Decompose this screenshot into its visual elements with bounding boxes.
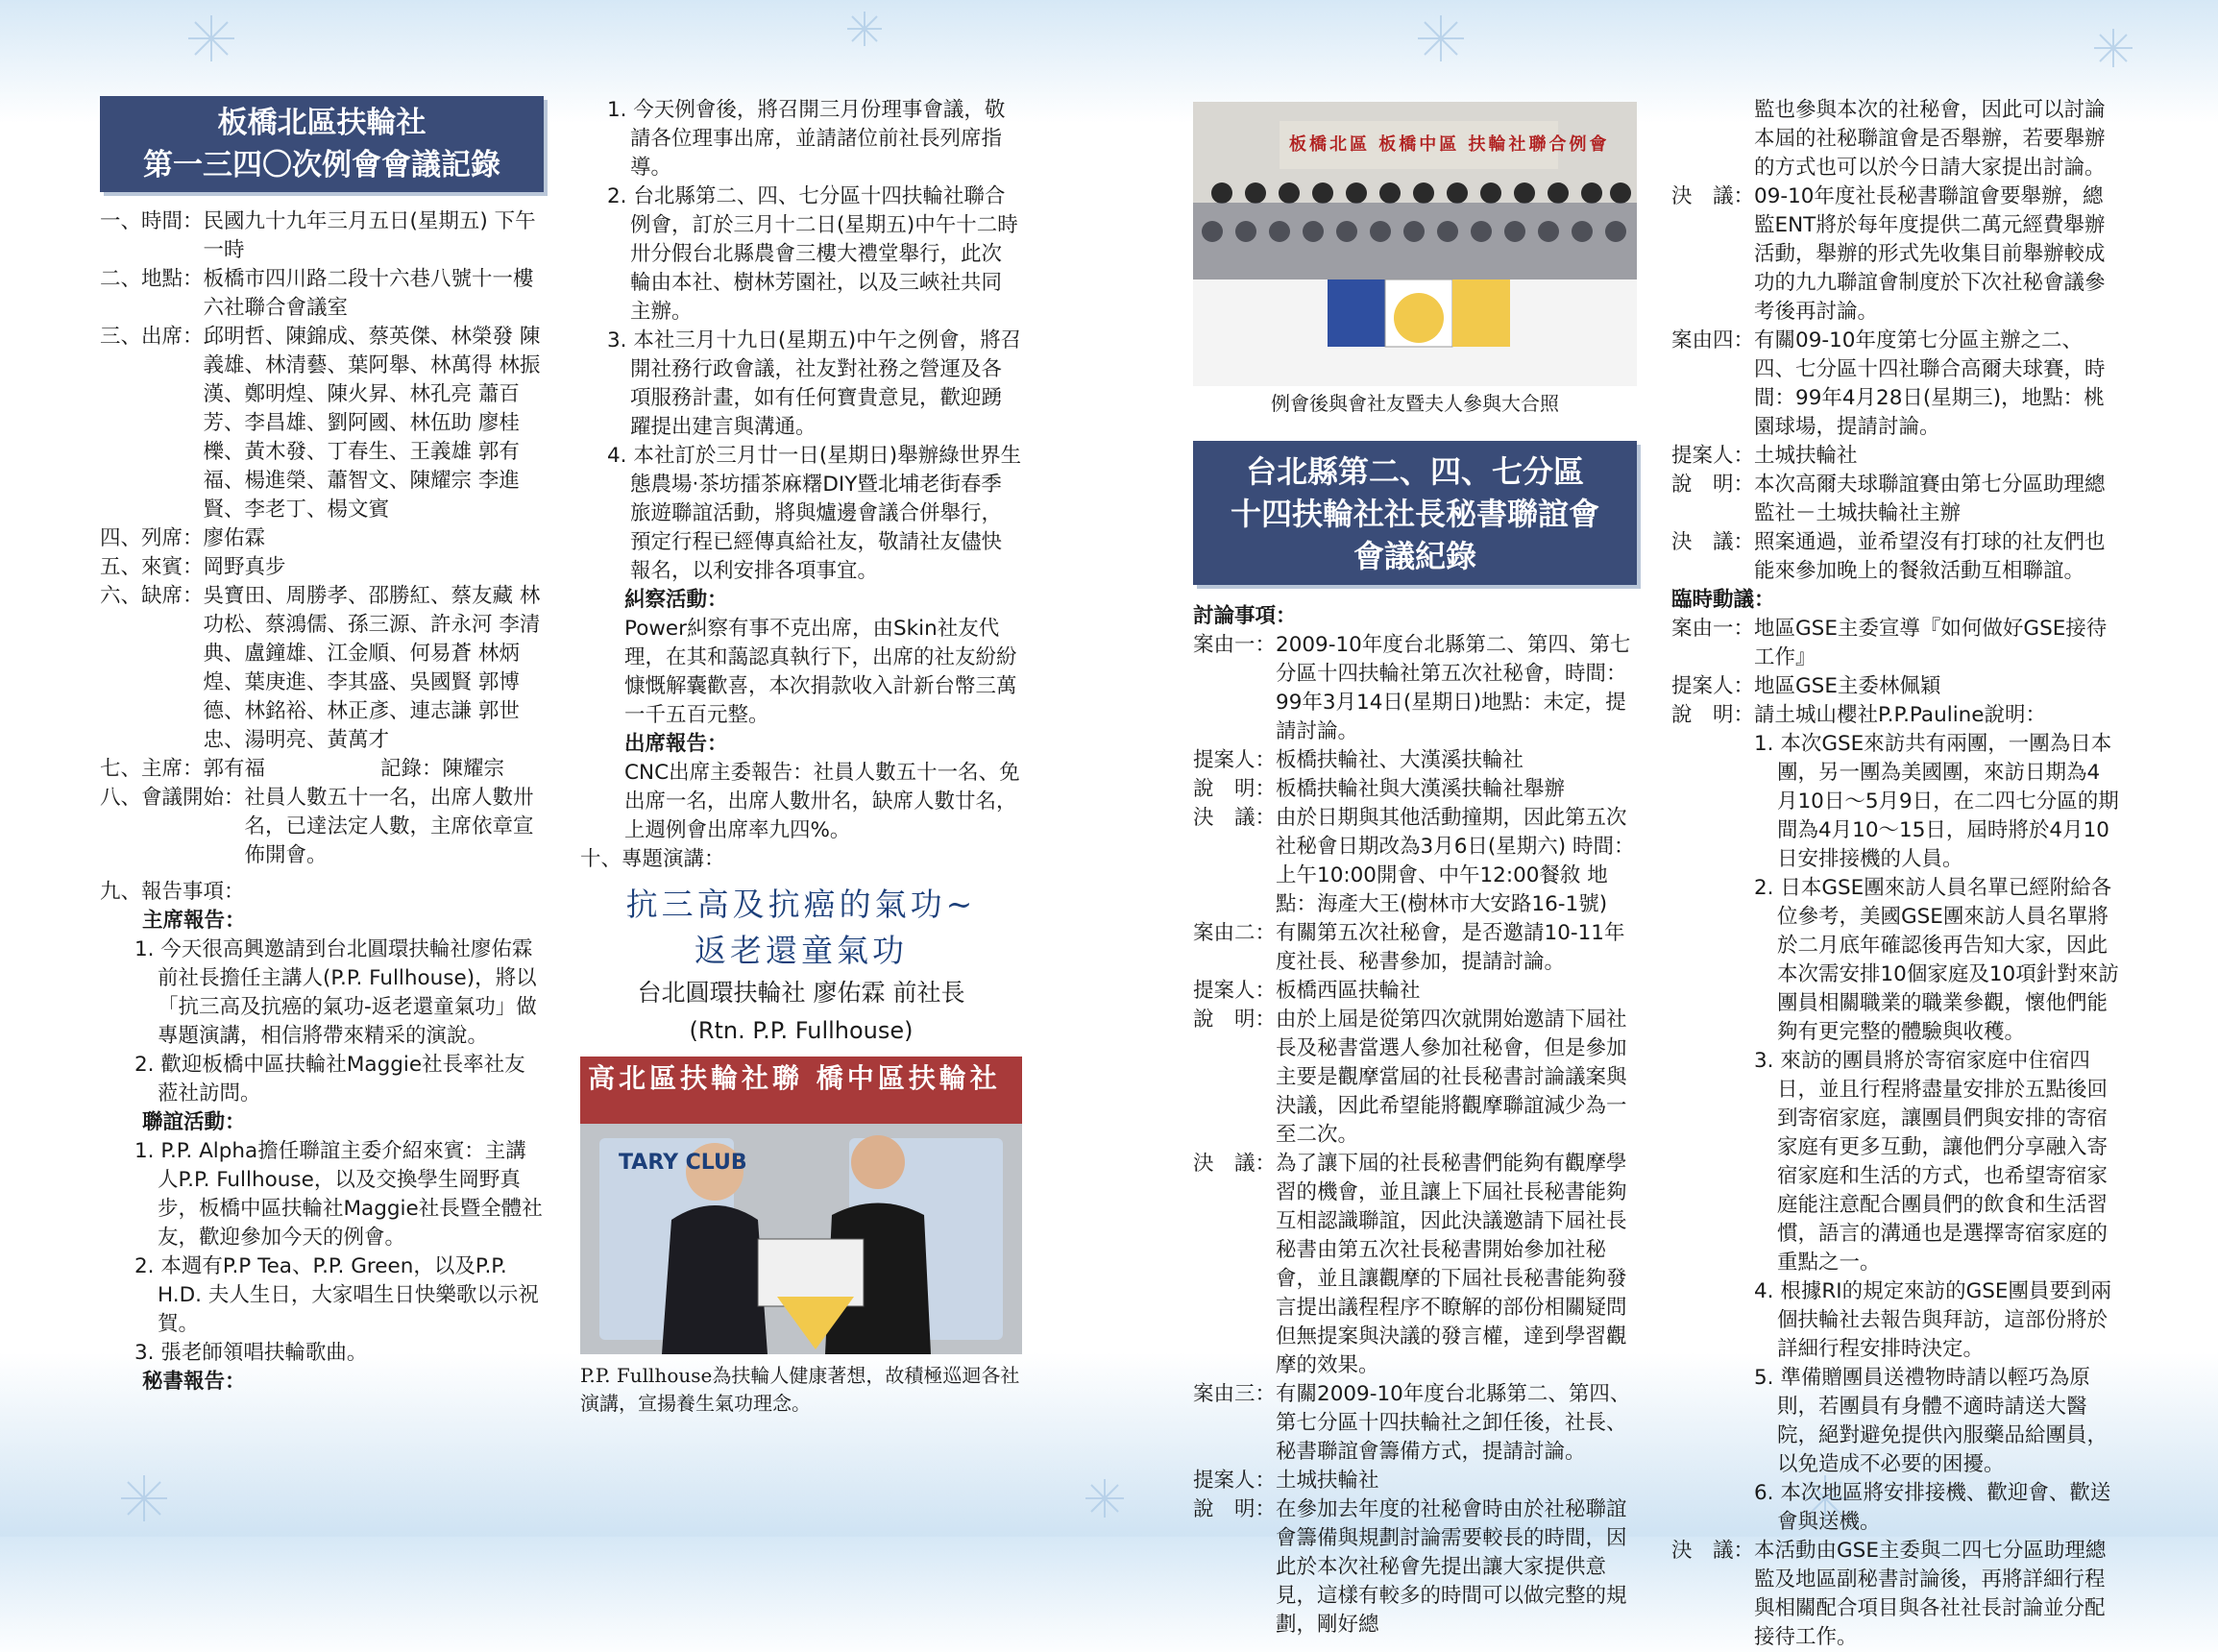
secretary-item-4: 4. 本社訂於三月廿一日(星期日)舉辦綠世界生態農場‧茶坊擂茶麻糬DIY暨北埔老街春季旅遊聯誼活動，將與爐邊會議合併舉行，預定行程已經傳真給社友，敬請社友儘快報名，以利安排各項事宜。: [607, 444, 1022, 583]
attendance-text: CNC出席主委報告：社員人數五十一名、免出席一名，出席人數卅名，缺席人數廿名，上週例會出席率九四%。: [624, 761, 1020, 842]
title-line-1: 板橋北區扶輪社: [217, 106, 427, 140]
gse-point-6: 6. 本次地區將安排接機、歡迎會、歡送會與送機。: [1754, 1481, 2111, 1534]
item-chair: 七、主席： 郭有福 記錄：陳耀宗: [100, 757, 505, 781]
extempore-proposer: 提案人： 地區GSE主委林佩穎: [1671, 674, 1941, 698]
item-present: 三、出席： 邱明哲、陳錦成、蔡英傑、林榮發 陳義雄、林清藝、葉阿舉、林萬得 林振漢、鄭明煌、陳火昇、林孔亮 蕭百芳、李昌雄、劉阿國、林伍助 廖桂櫟、黃木發、丁春生、王義雄 郭有福、楊進榮、蕭智文、陳耀宗 李進賢、李老丁、楊文賓: [100, 325, 541, 522]
motion-3-explain: 說 明： 在參加去年度的社秘會時由於社秘聯誼會籌備與規劃討論需要較長的時間，因此於本次社秘會先提出讓大家提供意見，這樣有較多的時間可以做完整的規劃，剛好總: [1193, 1497, 1627, 1637]
meeting-title-line-3: 會議紀錄: [1353, 538, 1476, 574]
motion-2-resolution: 決 議： 為了讓下屆的社長秘書們能夠有觀摩學習的機會，並且讓上下屆社長秘書能夠互相認識聯誼，因此決議邀請下屆社長秘書由第五次社長秘書開始參加社秘會，並且讓觀摩的下屆社長秘書能夠發言提出議程程序不瞭解的部份相關疑問但無提案與決議的發言權，達到學習觀摩的效果。: [1193, 1152, 1627, 1377]
speaker-photo-image: [580, 1057, 1022, 1354]
attendance-heading: 出席報告：: [624, 732, 728, 756]
discussion-entries: [1193, 631, 1637, 1640]
speaker-en: (Rtn. P.P. Fullhouse): [689, 1017, 914, 1044]
recorder-label: 記錄：: [380, 757, 443, 781]
item-guest: 五、來賓： 岡野真步: [100, 555, 286, 579]
motion-4: 案由四： 有關09-10年度第七分區主辦之二、四、七分區十四社聯合高爾夫球賽，時間：99年4月28日(星期三)，地點：桃園球場，提請討論。: [1671, 328, 2106, 439]
title-line-2: 第一三四〇次例會會議記錄: [143, 148, 500, 182]
extempore-explain: 說 明： 請土城山櫻社P.P.Pauline說明：: [1671, 703, 2047, 727]
item-time: 一、時間： 民國九十九年三月五日(星期五) 下午一時: [100, 209, 536, 262]
motion-3-proposer: 提案人： 土城扶輪社: [1193, 1469, 1379, 1493]
group-photo-banner: 板橋北區 板橋中區 扶輪社聯合例會: [1289, 134, 1610, 155]
talk-title-2: 返老還童氣功: [695, 932, 908, 969]
discussion-heading: 討論事項：: [1193, 604, 1297, 628]
fellowship-heading: 聯誼活動：: [142, 1110, 246, 1134]
fellowship-3: 3. 張老師領唱扶輪歌曲。: [134, 1341, 368, 1365]
group-photo-caption: 例會後與會社友暨夫人參與大合照: [1271, 392, 1559, 415]
inspect-text: Power糾察有事不克出席，由Skin社友代理，在其和藹認真執行下，出席的社友紛紛慷慨解囊歡喜，本次捐款收入計新台幣三萬一千五百元整。: [624, 617, 1017, 727]
chair-report-1: 1. 今天很高興邀請到台北圓環扶輪社廖佑霖前社長擔任主講人(P.P. Fullhouse)，將以「抗三高及抗癌的氣功-返老還童氣功」做專題演講，相信將帶來精采的演說。: [134, 937, 537, 1048]
speaker-photo-caption: P.P. Fullhouse為扶輪人健康著想，故積極巡迴各社演講，宣揚養生氣功理念。: [580, 1364, 1020, 1415]
item-location: 二、地點： 板橋市四川路二段十六巷八號十一樓六社聯合會議室: [100, 267, 534, 320]
extempore-heading: 臨時動議：: [1671, 588, 1775, 612]
extempore-motion-1: 案由一： 地區GSE主委宣導『如何做好GSE接待工作』: [1671, 617, 2108, 669]
motion-4-resolution: 決 議： 照案通過，並希望沒有打球的社友們也能來參加晚上的餐敘活動互相聯誼。: [1671, 530, 2106, 583]
attendance-list: [100, 207, 544, 870]
item-meeting-start: 八、會議開始： 社員人數五十一名，出席人數卅名，已達法定人數，主席依章宣佈開會。: [100, 786, 534, 867]
recorder-name: 陳耀宗: [442, 757, 505, 781]
meeting-title-line-2: 十四扶輪社社長秘書聯誼會: [1230, 496, 1599, 532]
chair-name: 郭有福: [203, 757, 266, 781]
motion-3-resolution: 決 議： 09-10年度社長秘書聯誼會要舉辦，總監ENT將於每年度提供二萬元經費舉辦活動，舉辦的形式先收集目前舉辦較成功的九九聯誼會制度於下次社秘會議參考後再討論。: [1671, 184, 2106, 324]
speaker-photo: [580, 1057, 1022, 1354]
gse-point-5: 5. 準備贈團員送禮物時請以輕巧為原則，若團員有身體不適時請送大醫院，絕對避免提供內服藥品給團員，以免造成不必要的困擾。: [1754, 1366, 2108, 1476]
continuation-text: 監也參與本次的社秘會，因此可以討論本屆的社秘聯誼會是否舉辦，若要舉辦的方式也可以於今日請大家提出討論。: [1754, 98, 2106, 180]
motion-1-explain: 說 明： 板橋扶輪社與大漢溪扶輪社舉辦: [1193, 777, 1566, 801]
third-column: [1193, 102, 1637, 1640]
item-reports-label: 九、報告事項：: [100, 880, 245, 904]
item-absent: 六、缺席： 吳寶田、周勝孝、邵勝紅、蔡友藏 林功松、蔡鴻儒、孫三源、許永河 李清典、盧鐘雄、江金順、何易蒼 林炳煌、葉庚進、李其盛、吳國賢 郭博德、林銘裕、林正彥、連志謙 郭世忠、湯明亮、黃萬才: [100, 584, 541, 752]
photo-club-text: TARY CLUB: [619, 1151, 747, 1175]
motion-2: 案由二： 有關第五次社秘會，是否邀請10-11年度社長、秘書參加，提請討論。: [1193, 921, 1625, 974]
secretary-heading: 秘書報告：: [142, 1370, 246, 1394]
motion-1-resolution: 決 議： 由於日期與其他活動撞期，因此第五次社秘會日期改為3月6日(星期六) 時間：上午10:00開會、中午12:00餐敘 地點：海產大王(樹林市大安路16-1號): [1193, 806, 1635, 916]
secretary-item-2: 2. 台北縣第二、四、七分區十四扶輪社聯合例會，訂於三月十二日(星期五)中午十二時卅分假台北縣農會三樓大禮堂舉行，此次輪由本社、樹林芳園社，以及三峽社共同主辦。: [607, 184, 1018, 324]
gse-point-4: 4. 根據RI的規定來訪的GSE團員要到兩個扶輪社去報告與拜訪，這部份將於詳細行程安排時決定。: [1754, 1279, 2112, 1361]
meeting-title: [100, 96, 544, 192]
fellowship-1: 1. P.P. Alpha擔任聯誼主委介紹來賓：主講人P.P. Fullhouse，以及交換學生岡野真步，板橋中區扶輪社Maggie社長暨全體社友，歡迎參加今天的例會。: [134, 1139, 543, 1250]
motion-1-proposer: 提案人： 板橋扶輪社、大漢溪扶輪社: [1193, 748, 1524, 772]
secretary-item-1: 1. 今天例會後，將召開三月份理事會議，敬請各位理事出席，並請諸位前社長列席指導。: [607, 98, 1006, 180]
secretary-meeting-title: [1193, 441, 1637, 585]
item-observer: 四、列席： 廖佑霖: [100, 526, 266, 550]
item-talk-label: 十、專題演講：: [580, 847, 725, 871]
motion-1: 案由一： 2009-10年度台北縣第二、第四、第七分區十四扶輪社第五次社秘會，時間：99年3月14日(星期日)地點：未定，提請討論。: [1193, 633, 1631, 743]
secretary-item-3: 3. 本社三月十九日(星期五)中午之例會，將召開社務行政會議，社友對社務之營運及各項服務計畫，如有任何寶貴意見，歡迎踴躍提出建言與溝通。: [607, 328, 1022, 439]
speaker-name: 台北圓環扶輪社 廖佑霖 前社長: [637, 979, 965, 1007]
motion-4-explain: 說 明： 本次高爾夫球聯誼賽由第七分區助理總監社－土城扶輪社主辦: [1671, 473, 2106, 525]
gse-point-3: 3. 來訪的團員將於寄宿家庭中住宿四日，並且行程將盡量安排於五點後回到寄宿家庭，讓團員們與安排的寄宿家庭有更多互動，讓他們分享融入寄宿家庭和生活的方式，也希望寄宿家庭能注意配合團員們的飲食和生活習慣，語言的溝通也是選擇寄宿家庭的重點之一。: [1754, 1049, 2108, 1275]
chair-report-2: 2. 歡迎板橋中區扶輪社Maggie社長率社友蒞社訪問。: [134, 1053, 525, 1105]
gse-point-1: 1. 本次GSE來訪共有兩團，一團為日本團，另一團為美國團，來訪日期為4月10日～5月9日，在二四七分區的期間為4月10～15日，屆時將於4月10日安排接機的人員。: [1754, 732, 2119, 871]
group-photo: [1193, 102, 1637, 386]
second-column: [580, 96, 1022, 1418]
inspect-heading: 糾察活動：: [624, 588, 728, 612]
gse-point-2: 2. 日本GSE團來訪人員名單已經附給各位參考，美國GSE團來訪人員名單將於二月底年確認後再告知大家，因此本次需安排10個家庭及10項針對來訪團員相關職業的職業參觀，懷他們能夠有更完整的體驗與收穫。: [1754, 876, 2119, 1044]
fourth-column: [1671, 96, 2119, 1652]
fellowship-2: 2. 本週有P.P Tea、P.P. Green，以及P.P. H.D. 夫人生日，大家唱生日快樂歌以示祝賀。: [134, 1254, 539, 1336]
left-column: [100, 96, 544, 1397]
talk-title-1: 抗三高及抗癌的氣功~: [625, 886, 977, 923]
chair-report-heading: 主席報告：: [142, 909, 246, 933]
motion-2-explain: 說 明： 由於上屆是從第四次就開始邀請下屆社長及秘書當選人參加社秘會，但是參加主要是觀摩當屆的社長秘書討論議案與決議，因此希望能將觀摩聯誼減少為一至二次。: [1193, 1008, 1627, 1147]
motion-2-proposer: 提案人： 板橋西區扶輪社: [1193, 979, 1421, 1003]
motion-3: 案由三： 有關2009-10年度台北縣第二、第四、第七分區十四扶輪社之卸任後，社長、秘書聯誼會籌備方式，提請討論。: [1193, 1382, 1631, 1464]
extempore-resolution: 決 議： 本活動由GSE主委與二四七分區助理總監及地區副秘書討論後，再將詳細行程與相關配合項目與各社社長討論並分配接待工作。: [1671, 1539, 2107, 1649]
motion-4-proposer: 提案人： 土城扶輪社: [1671, 444, 1858, 468]
photo-banner-text: 高北區扶輪社聯 橋中區扶輪社: [588, 1062, 1001, 1094]
meeting-title-line-1: 台北縣第二、四、七分區: [1245, 453, 1584, 490]
